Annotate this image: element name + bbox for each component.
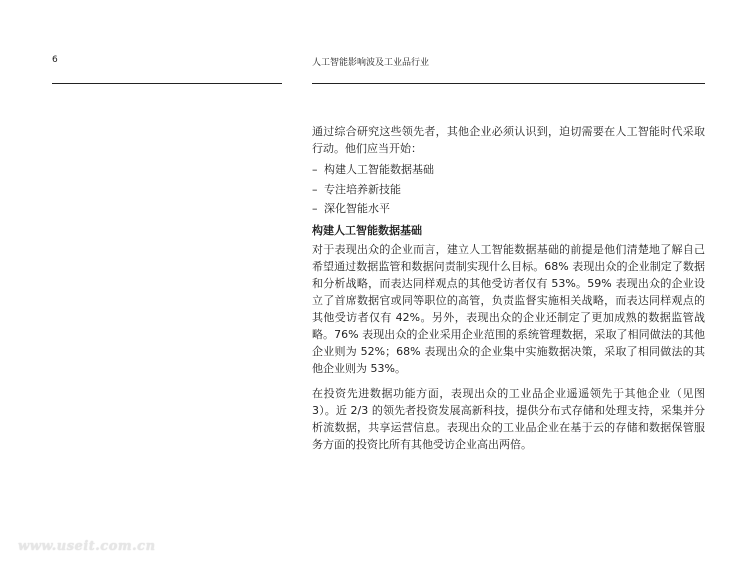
list-item-text: 深化智能水平 — [324, 202, 390, 215]
list-item — [312, 181, 705, 198]
main-content — [312, 123, 705, 453]
header-rule-right — [312, 83, 705, 84]
dash-bullet: – — [312, 163, 318, 176]
list-item — [312, 161, 705, 178]
list-item — [312, 200, 705, 217]
page-number: 6 — [52, 55, 58, 65]
intro-paragraph: 通过综合研究这些领先者，其他企业必须认识到，迫切需要在人工智能时代采取行动。他们应当开始： — [312, 125, 705, 155]
list-item-text: 构建人工智能数据基础 — [324, 163, 434, 176]
watermark: www.useit.com.cn — [18, 539, 156, 554]
list-item-text: 专注培养新技能 — [324, 182, 401, 196]
header-rule-left — [52, 83, 282, 84]
action-list — [312, 161, 705, 217]
body-paragraph: 在投资先进数据功能方面，表现出众的工业品企业遥遥领先于其他企业（见图 3）。近 2/3 的领先者投资发展高新科技，提供分布式存储和处理支持，采集并分析流数据，共享运营信息。表现出众的工业品企业在基于云的存储和数据保管服务方面的投资比所有其他受访企业高出两倍。 — [312, 387, 705, 451]
dash-bullet: – — [312, 202, 318, 215]
running-header-title: 人工智能影响波及工业品行业 — [312, 58, 430, 68]
dash-bullet: – — [312, 182, 318, 196]
body-paragraph: 对于表现出众的企业而言，建立人工智能数据基础的前提是他们清楚地了解自己希望通过数据监管和数据问责制实现什么目标。68% 表现出众的企业制定了数据和分析战略，而表达同样观点的其他受访者仅有 53%。59% 表现出众的企业设立了首席数据官或同等职位的高管，负责监督实施相关战略，而表达同样观点的其他受访者仅有 42%。另外，表现出众的企业还制定了更加成熟的数据监管战略。76% 表现出众的企业采用企业范围的系统管理数据，采取了相同做法的其他企业则为 52%；68% 表现出众的企业集中实施数据决策，采取了相同做法的其他企业则为 53%。 — [312, 243, 705, 375]
section-heading: 构建人工智能数据基础 — [312, 224, 422, 237]
